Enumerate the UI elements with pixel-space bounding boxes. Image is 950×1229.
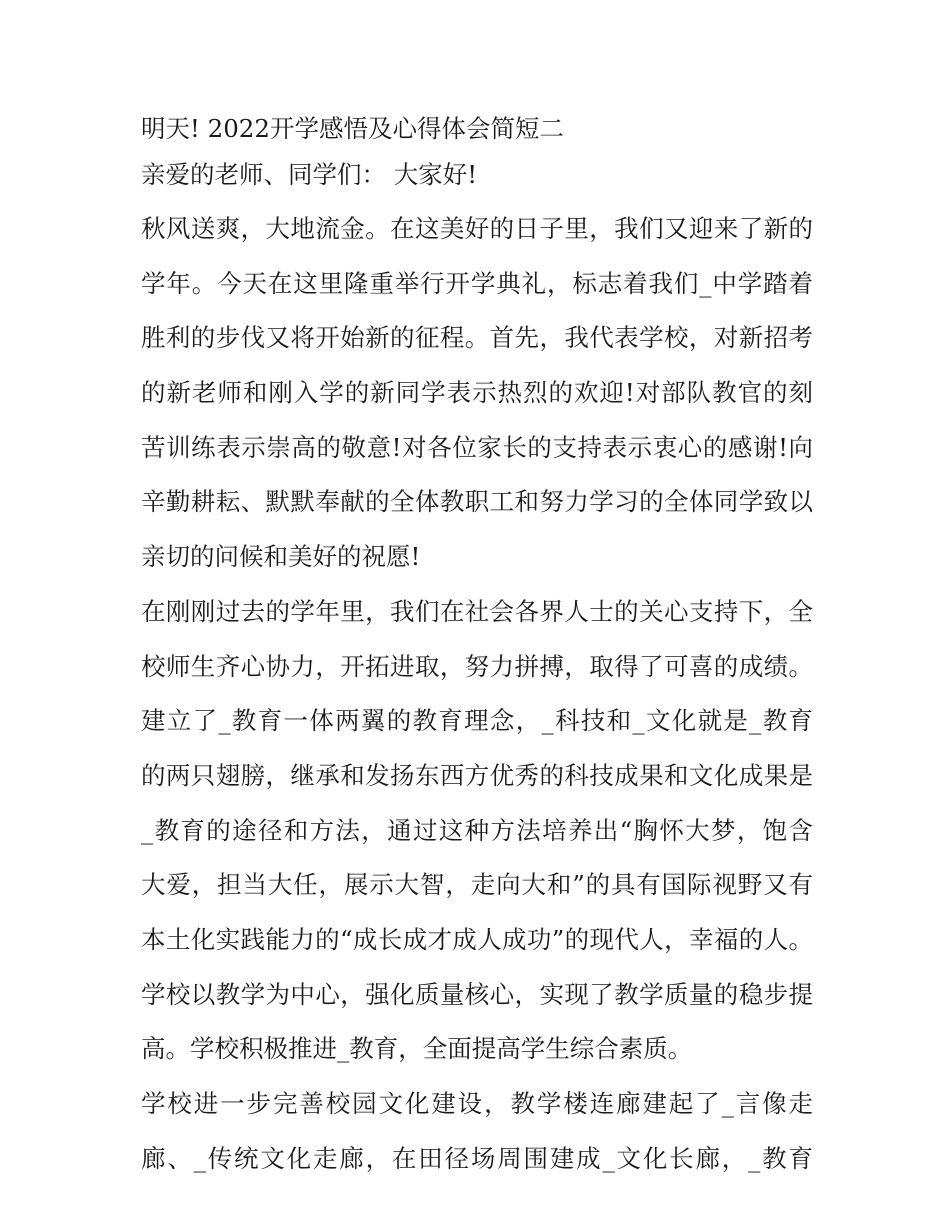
paragraph-line: 本土化实践能力的“成长成才成人成功”的现代人，幸福的人。 — [141, 924, 813, 954]
paragraph-line: 的两只翅膀，继承和发扬东西方优秀的科技成果和文化成果是 — [141, 760, 813, 790]
paragraph-line: 校师生齐心协力，开拓进取，努力拼搏，取得了可喜的成绩。 — [141, 651, 813, 681]
greeting-line: 亲爱的老师、同学们： 大家好! — [141, 160, 478, 189]
paragraph-line: _教育的途径和方法，通过这种方法培养出“胸怀大梦，饱含 — [141, 815, 813, 845]
paragraph-line: 学校进一步完善校园文化建设，教学楼连廊建起了_言像走 — [141, 1089, 813, 1118]
paragraph-line: 苦训练表示崇高的敬意!对各位家长的支持表示衷心的感谢!向 — [141, 432, 813, 462]
paragraph-line: 辛勤耕耘、默默奉献的全体教职工和努力学习的全体同学致以 — [141, 487, 813, 517]
paragraph-3 — [141, 1077, 813, 1186]
paragraph-line: 胜利的步伐又将开始新的征程。首先，我代表学校，对新招考 — [141, 323, 813, 353]
paragraph-line: 廊、_传统文化走廊，在田径场周围建成_文化长廊，_教育 — [141, 1143, 813, 1173]
paragraph-line: 建立了_教育一体两翼的教育理念，_科技和_文化就是_教育 — [141, 706, 813, 736]
document-title: 明天! 2022开学感悟及心得体会简短二 — [141, 114, 564, 143]
paragraph-line: 在刚刚过去的学年里，我们在社会各界人士的关心支持下，全 — [141, 596, 813, 626]
paragraph-last-line: 亲切的问候和美好的祝愿! — [141, 542, 421, 572]
paragraph-line: 秋风送爽，大地流金。在这美好的日子里，我们又迎来了新的 — [141, 214, 813, 243]
paragraph-line: 学年。今天在这里隆重举行开学典礼，标志着我们_中学踏着 — [141, 268, 813, 298]
paragraph-last-line: 高。学校积极推进_教育，全面提高学生综合素质。 — [141, 1034, 693, 1064]
paragraph-1 — [141, 202, 813, 585]
paragraph-2 — [141, 585, 813, 1077]
paragraph-line: 的新老师和刚入学的新同学表示热烈的欢迎!对部队教官的刻 — [141, 378, 813, 408]
document-body — [141, 110, 813, 1186]
paragraph-line: 大爱，担当大任，展示大智，走向大和”的具有国际视野又有 — [141, 870, 813, 900]
paragraph-line: 学校以教学为中心，强化质量核心，实现了教学质量的稳步提 — [141, 979, 813, 1009]
